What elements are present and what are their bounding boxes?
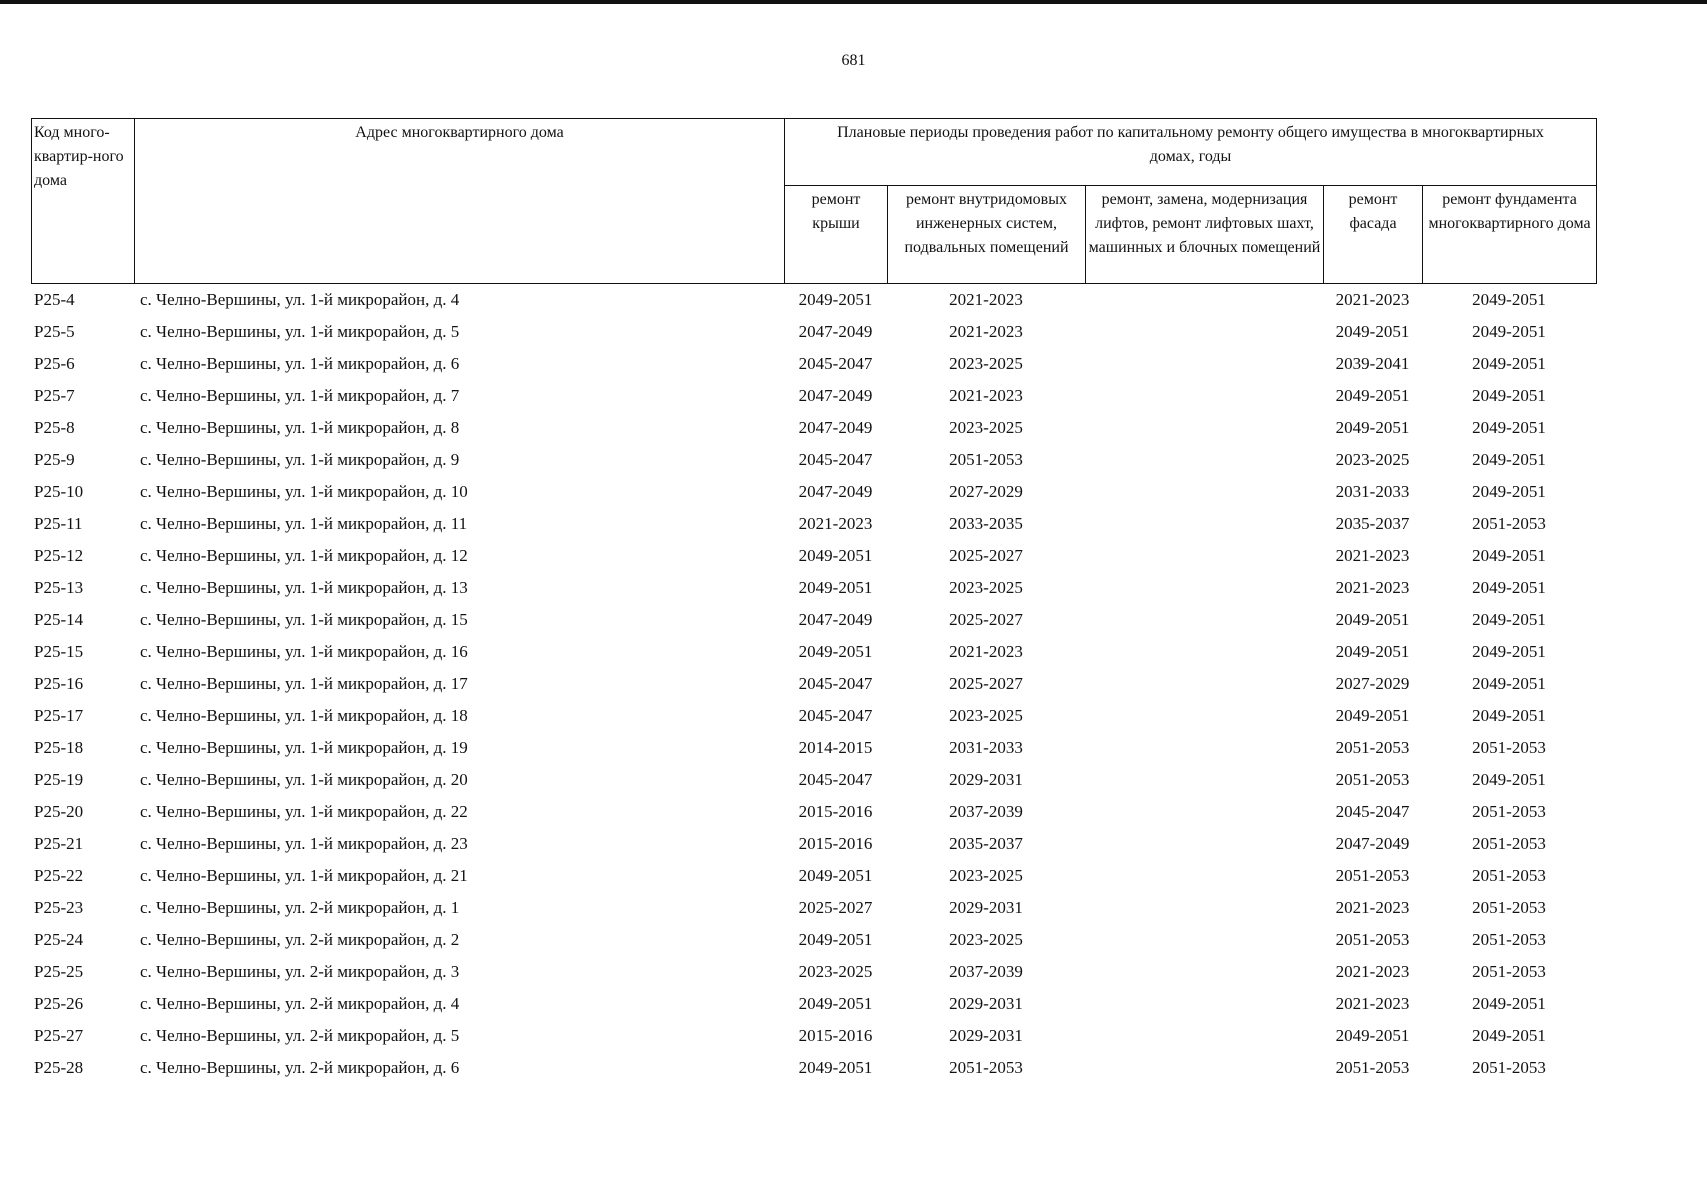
cell-address: с. Челно-Вершины, ул. 1-й микрорайон, д. 8	[140, 418, 460, 437]
cell-address: с. Челно-Вершины, ул. 1-й микрорайон, д. 18	[140, 706, 468, 725]
cell-foundation: 2049-2051	[1472, 674, 1546, 693]
cell-foundation: 2049-2051	[1472, 450, 1546, 469]
cell-facade: 2049-2051	[1335, 322, 1410, 341]
top-border-line	[0, 0, 1707, 4]
cell-roof: 2015-2016	[798, 802, 873, 821]
cell-code: P25-16	[34, 674, 84, 693]
cell-address: с. Челно-Вершины, ул. 1-й микрорайон, д. 23	[140, 834, 468, 853]
cell-facade: 2049-2051	[1335, 642, 1410, 661]
table-row	[31, 348, 1596, 380]
table-row	[31, 604, 1596, 636]
cell-address: с. Челно-Вершины, ул. 1-й микрорайон, д. 5	[140, 322, 460, 341]
cell-roof: 2049-2051	[798, 866, 873, 885]
cell-roof: 2045-2047	[798, 674, 873, 693]
cell-facade: 2051-2053	[1335, 1058, 1410, 1077]
cell-facade: 2049-2051	[1335, 386, 1410, 405]
table-row	[31, 444, 1596, 476]
header-roof-repair: ремонт крыши	[785, 186, 888, 284]
cell-engineering: 2033-2035	[949, 514, 1023, 533]
table-row	[31, 732, 1596, 764]
cell-engineering: 2021-2023	[949, 386, 1023, 405]
data-table	[31, 284, 1596, 1084]
cell-code: P25-12	[34, 546, 84, 565]
cell-facade: 2051-2053	[1335, 930, 1410, 949]
cell-lifts	[1085, 1052, 1323, 1084]
cell-foundation: 2049-2051	[1472, 386, 1546, 405]
header-facade-repair: ремонт фасада	[1324, 186, 1423, 284]
cell-code: P25-18	[34, 738, 84, 757]
header-address: Адрес многоквартирного дома	[135, 119, 785, 284]
cell-lifts	[1085, 956, 1323, 988]
cell-facade: 2051-2053	[1335, 738, 1410, 757]
cell-roof: 2047-2049	[798, 482, 873, 501]
cell-roof: 2047-2049	[798, 610, 873, 629]
cell-foundation: 2049-2051	[1472, 546, 1546, 565]
cell-lifts	[1085, 860, 1323, 892]
cell-facade: 2051-2053	[1335, 866, 1410, 885]
header-planned-periods: Плановые периоды проведения работ по капитальному ремонту общего имущества в многоквартирных домах, годы	[785, 119, 1597, 186]
cell-address: с. Челно-Вершины, ул. 1-й микрорайон, д. 13	[140, 578, 468, 597]
cell-lifts	[1085, 700, 1323, 732]
cell-lifts	[1085, 764, 1323, 796]
header-engineering-repair: ремонт внутридомовых инженерных систем, подвальных помещений	[888, 186, 1086, 284]
table-row	[31, 316, 1596, 348]
cell-roof: 2015-2016	[798, 834, 873, 853]
cell-lifts	[1085, 412, 1323, 444]
cell-facade: 2051-2053	[1335, 770, 1410, 789]
cell-code: P25-6	[34, 354, 75, 373]
cell-engineering: 2021-2023	[949, 322, 1023, 341]
cell-foundation: 2051-2053	[1472, 866, 1546, 885]
cell-code: P25-26	[34, 994, 84, 1013]
cell-roof: 2045-2047	[798, 770, 873, 789]
cell-lifts	[1085, 380, 1323, 412]
cell-foundation: 2051-2053	[1472, 930, 1546, 949]
header-code: Код много-квартир-ного дома	[32, 119, 135, 284]
table-row	[31, 700, 1596, 732]
cell-lifts	[1085, 316, 1323, 348]
cell-foundation: 2049-2051	[1472, 706, 1546, 725]
cell-address: с. Челно-Вершины, ул. 2-й микрорайон, д. 5	[140, 1026, 460, 1045]
cell-lifts	[1085, 988, 1323, 1020]
cell-engineering: 2035-2037	[949, 834, 1023, 853]
table-row	[31, 956, 1596, 988]
cell-engineering: 2029-2031	[949, 1026, 1023, 1045]
cell-address: с. Челно-Вершины, ул. 1-й микрорайон, д. 6	[140, 354, 460, 373]
cell-address: с. Челно-Вершины, ул. 1-й микрорайон, д. 20	[140, 770, 468, 789]
table-row	[31, 380, 1596, 412]
cell-foundation: 2049-2051	[1472, 354, 1546, 373]
cell-foundation: 2049-2051	[1472, 994, 1546, 1013]
cell-address: с. Челно-Вершины, ул. 1-й микрорайон, д. 22	[140, 802, 468, 821]
cell-facade: 2031-2033	[1335, 482, 1410, 501]
cell-facade: 2021-2023	[1335, 962, 1410, 981]
cell-foundation: 2049-2051	[1472, 610, 1546, 629]
table-row	[31, 572, 1596, 604]
cell-roof: 2021-2023	[798, 514, 873, 533]
cell-code: P25-22	[34, 866, 84, 885]
cell-facade: 2021-2023	[1335, 994, 1410, 1013]
cell-foundation: 2051-2053	[1472, 834, 1546, 853]
cell-roof: 2045-2047	[798, 706, 873, 725]
table-body	[31, 284, 1596, 1084]
cell-code: P25-5	[34, 322, 75, 341]
cell-code: P25-15	[34, 642, 84, 661]
cell-lifts	[1085, 284, 1323, 316]
cell-foundation: 2049-2051	[1472, 578, 1546, 597]
cell-lifts	[1085, 540, 1323, 572]
cell-address: с. Челно-Вершины, ул. 2-й микрорайон, д. 1	[140, 898, 460, 917]
cell-foundation: 2051-2053	[1472, 898, 1546, 917]
table-row	[31, 476, 1596, 508]
cell-address: с. Челно-Вершины, ул. 1-й микрорайон, д. 15	[140, 610, 468, 629]
cell-code: P25-24	[34, 930, 84, 949]
cell-code: P25-13	[34, 578, 84, 597]
cell-engineering: 2037-2039	[949, 802, 1023, 821]
cell-address: с. Челно-Вершины, ул. 1-й микрорайон, д. 21	[140, 866, 468, 885]
cell-lifts	[1085, 476, 1323, 508]
cell-roof: 2047-2049	[798, 386, 873, 405]
table-row	[31, 828, 1596, 860]
cell-lifts	[1085, 1020, 1323, 1052]
cell-address: с. Челно-Вершины, ул. 1-й микрорайон, д. 4	[140, 290, 460, 309]
cell-foundation: 2051-2053	[1472, 738, 1546, 757]
cell-roof: 2049-2051	[798, 578, 873, 597]
cell-facade: 2021-2023	[1335, 578, 1410, 597]
cell-roof: 2045-2047	[798, 354, 873, 373]
table-row	[31, 796, 1596, 828]
cell-foundation: 2049-2051	[1472, 418, 1546, 437]
cell-facade: 2049-2051	[1335, 610, 1410, 629]
cell-foundation: 2051-2053	[1472, 802, 1546, 821]
cell-roof: 2049-2051	[798, 1058, 873, 1077]
cell-roof: 2049-2051	[798, 930, 873, 949]
cell-facade: 2021-2023	[1335, 546, 1410, 565]
cell-code: P25-8	[34, 418, 75, 437]
cell-lifts	[1085, 636, 1323, 668]
cell-foundation: 2051-2053	[1472, 1058, 1546, 1077]
table-header	[31, 118, 1597, 284]
cell-lifts	[1085, 796, 1323, 828]
cell-roof: 2025-2027	[798, 898, 873, 917]
table-row	[31, 508, 1596, 540]
cell-facade: 2049-2051	[1335, 418, 1410, 437]
cell-facade: 2039-2041	[1335, 354, 1410, 373]
cell-facade: 2027-2029	[1335, 674, 1410, 693]
cell-facade: 2047-2049	[1335, 834, 1410, 853]
table-row	[31, 988, 1596, 1020]
cell-engineering: 2025-2027	[949, 674, 1023, 693]
table-row	[31, 764, 1596, 796]
cell-address: с. Челно-Вершины, ул. 1-й микрорайон, д. 19	[140, 738, 468, 757]
cell-address: с. Челно-Вершины, ул. 1-й микрорайон, д. 10	[140, 482, 468, 501]
cell-address: с. Челно-Вершины, ул. 2-й микрорайон, д. 2	[140, 930, 460, 949]
cell-code: P25-11	[34, 514, 83, 533]
table-row	[31, 924, 1596, 956]
cell-code: P25-14	[34, 610, 84, 629]
cell-address: с. Челно-Вершины, ул. 1-й микрорайон, д. 12	[140, 546, 468, 565]
cell-engineering: 2021-2023	[949, 642, 1023, 661]
cell-foundation: 2049-2051	[1472, 290, 1546, 309]
cell-roof: 2015-2016	[798, 1026, 873, 1045]
table-row	[31, 860, 1596, 892]
table-row	[31, 412, 1596, 444]
cell-facade: 2023-2025	[1335, 450, 1410, 469]
cell-engineering: 2029-2031	[949, 898, 1023, 917]
cell-facade: 2045-2047	[1335, 802, 1410, 821]
cell-foundation: 2051-2053	[1472, 962, 1546, 981]
cell-code: P25-20	[34, 802, 84, 821]
cell-code: P25-7	[34, 386, 75, 405]
cell-lifts	[1085, 572, 1323, 604]
cell-roof: 2049-2051	[798, 994, 873, 1013]
cell-address: с. Челно-Вершины, ул. 2-й микрорайон, д. 6	[140, 1058, 460, 1077]
cell-engineering: 2029-2031	[949, 994, 1023, 1013]
cell-engineering: 2031-2033	[949, 738, 1023, 757]
cell-roof: 2047-2049	[798, 418, 873, 437]
cell-engineering: 2051-2053	[949, 1058, 1023, 1077]
table-row	[31, 1052, 1596, 1084]
cell-engineering: 2029-2031	[949, 770, 1023, 789]
cell-facade: 2021-2023	[1335, 898, 1410, 917]
cell-engineering: 2023-2025	[949, 578, 1023, 597]
page-number: 681	[841, 52, 866, 69]
cell-lifts	[1085, 828, 1323, 860]
cell-code: P25-28	[34, 1058, 84, 1077]
cell-roof: 2049-2051	[798, 290, 873, 309]
cell-facade: 2049-2051	[1335, 1026, 1410, 1045]
cell-address: с. Челно-Вершины, ул. 1-й микрорайон, д. 11	[140, 514, 468, 533]
cell-code: P25-4	[34, 290, 75, 309]
cell-engineering: 2023-2025	[949, 354, 1023, 373]
cell-code: P25-10	[34, 482, 84, 501]
cell-engineering: 2025-2027	[949, 546, 1023, 565]
header-foundation-repair: ремонт фундамента многоквартирного дома	[1423, 186, 1597, 284]
cell-roof: 2049-2051	[798, 546, 873, 565]
cell-facade: 2035-2037	[1335, 514, 1410, 533]
cell-lifts	[1085, 924, 1323, 956]
table-row	[31, 284, 1596, 316]
cell-code: P25-25	[34, 962, 84, 981]
cell-foundation: 2049-2051	[1472, 770, 1546, 789]
cell-lifts	[1085, 604, 1323, 636]
cell-engineering: 2021-2023	[949, 290, 1023, 309]
header-lift-repair: ремонт, замена, модернизация лифтов, ремонт лифтовых шахт, машинных и блочных помещений	[1086, 186, 1324, 284]
cell-engineering: 2025-2027	[949, 610, 1023, 629]
cell-foundation: 2049-2051	[1472, 642, 1546, 661]
cell-facade: 2049-2051	[1335, 706, 1410, 725]
cell-facade: 2021-2023	[1335, 290, 1410, 309]
cell-lifts	[1085, 444, 1323, 476]
cell-engineering: 2023-2025	[949, 418, 1023, 437]
cell-lifts	[1085, 732, 1323, 764]
cell-address: с. Челно-Вершины, ул. 1-й микрорайон, д. 16	[140, 642, 468, 661]
cell-roof: 2045-2047	[798, 450, 873, 469]
cell-lifts	[1085, 668, 1323, 700]
cell-lifts	[1085, 508, 1323, 540]
cell-engineering: 2023-2025	[949, 706, 1023, 725]
table-row	[31, 668, 1596, 700]
cell-code: P25-19	[34, 770, 84, 789]
table-row	[31, 892, 1596, 924]
cell-foundation: 2049-2051	[1472, 482, 1546, 501]
cell-roof: 2047-2049	[798, 322, 873, 341]
cell-engineering: 2023-2025	[949, 930, 1023, 949]
table-row	[31, 636, 1596, 668]
cell-code: P25-17	[34, 706, 84, 725]
table-row	[31, 540, 1596, 572]
document-sheet	[31, 118, 1596, 1084]
cell-code: P25-9	[34, 450, 75, 469]
cell-engineering: 2037-2039	[949, 962, 1023, 981]
cell-code: P25-23	[34, 898, 84, 917]
cell-roof: 2014-2015	[798, 738, 873, 757]
cell-code: P25-27	[34, 1026, 84, 1045]
cell-address: с. Челно-Вершины, ул. 1-й микрорайон, д. 17	[140, 674, 468, 693]
cell-engineering: 2027-2029	[949, 482, 1023, 501]
cell-foundation: 2051-2053	[1472, 514, 1546, 533]
cell-foundation: 2049-2051	[1472, 322, 1546, 341]
cell-lifts	[1085, 348, 1323, 380]
cell-engineering: 2051-2053	[949, 450, 1023, 469]
cell-engineering: 2023-2025	[949, 866, 1023, 885]
cell-address: с. Челно-Вершины, ул. 2-й микрорайон, д. 3	[140, 962, 460, 981]
table-row	[31, 1020, 1596, 1052]
cell-address: с. Челно-Вершины, ул. 2-й микрорайон, д. 4	[140, 994, 460, 1013]
cell-address: с. Челно-Вершины, ул. 1-й микрорайон, д. 9	[140, 450, 460, 469]
cell-code: P25-21	[34, 834, 84, 853]
cell-lifts	[1085, 892, 1323, 924]
cell-address: с. Челно-Вершины, ул. 1-й микрорайон, д. 7	[140, 386, 460, 405]
cell-roof: 2023-2025	[798, 962, 873, 981]
cell-roof: 2049-2051	[798, 642, 873, 661]
cell-foundation: 2049-2051	[1472, 1026, 1546, 1045]
